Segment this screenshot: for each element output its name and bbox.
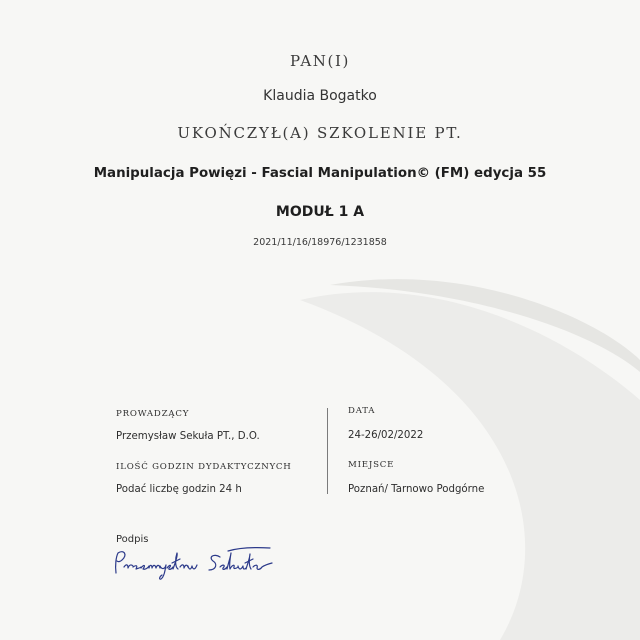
- details-divider: [327, 408, 328, 494]
- recipient-name: Klaudia Bogatko: [263, 88, 377, 104]
- hours-label: ILOŚĆ GODZIN DYDAKTYCZNYCH: [116, 462, 292, 472]
- completed-training-label: UKOŃCZYŁ(A) SZKOLENIE PT.: [177, 124, 463, 142]
- recipient-prefix: PAN(I): [290, 52, 350, 70]
- place-label: MIEJSCE: [348, 460, 395, 470]
- instructor-value: Przemysław Sekuła PT., D.O.: [116, 431, 260, 442]
- place-value: Poznań/ Tarnowo Podgórne: [348, 484, 485, 495]
- instructor-label: PROWADZĄCY: [116, 409, 190, 419]
- certificate-number: 2021/11/16/18976/1231858: [253, 237, 387, 248]
- date-value: 24-26/02/2022: [348, 430, 424, 441]
- module-name: MODUŁ 1 A: [275, 204, 365, 220]
- handwritten-signature: [110, 543, 280, 587]
- date-label: DATA: [348, 406, 376, 416]
- hours-value: Podać liczbę godzin 24 h: [116, 484, 242, 495]
- signature-label: Podpis: [116, 534, 149, 545]
- course-name: Manipulacja Powięzi - Fascial Manipulation© (FM) edycja 55: [93, 166, 547, 181]
